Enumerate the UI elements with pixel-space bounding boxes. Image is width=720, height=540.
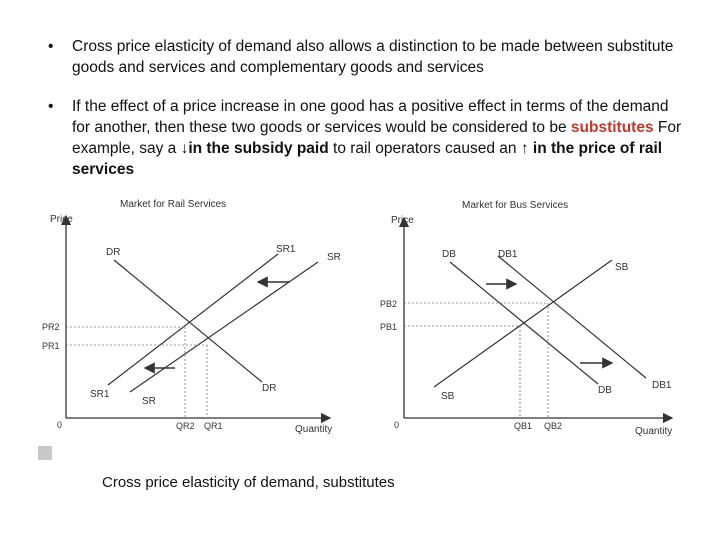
rail-demand-label-top: DR (106, 247, 121, 258)
bullet-1-text: Cross price elasticity of demand also allows a distinction to be made between substitute goods and services and complementary goods and services (72, 38, 674, 76)
bus-diagram-title: Market for Bus Services (462, 200, 569, 211)
bus-qb1-label: QB1 (514, 421, 533, 431)
bus-qb2-label: QB2 (544, 421, 563, 431)
bullet-2-part-c: to rail operators caused an (328, 140, 521, 157)
bullet-dot: • (48, 38, 54, 55)
bus-db-label-bottom: DB (598, 385, 612, 396)
rail-qr2-label: QR2 (176, 421, 195, 431)
bus-sb-label-bottom: SB (441, 391, 455, 402)
bus-sb-label-top: SB (615, 262, 629, 273)
arrow-up-icon: ↑ (520, 140, 529, 157)
bus-pb1-label: PB1 (380, 322, 398, 332)
bus-db1-label-top: DB1 (498, 249, 518, 260)
rail-qr1-label: QR1 (204, 421, 223, 431)
bus-db-label-top: DB (442, 249, 456, 260)
rail-market-diagram (42, 199, 341, 435)
rail-supply-curve-sr1 (108, 254, 278, 385)
bullet-2-part-a: If the effect of a price increase in one good has a positive effect in terms of the demand for another, then these two goods or services would be considered to be (72, 98, 669, 136)
rail-sr1-label-bottom: SR1 (90, 389, 110, 400)
bus-price-axis-label: Price (391, 215, 414, 226)
slide-marker (38, 446, 52, 460)
bullet-2-part-b: For example, say a (72, 119, 682, 157)
bus-db1-label-bottom: DB1 (652, 380, 672, 391)
figure-caption: Cross price elasticity of demand, substitutes (102, 474, 395, 491)
rail-pr1-label: PR1 (42, 341, 60, 351)
substitutes-highlight: substitutes (570, 119, 654, 136)
rail-origin-label: 0 (57, 420, 63, 430)
rail-sr-label-bottom: SR (142, 396, 156, 407)
rail-quantity-axis-label: Quantity (295, 424, 333, 435)
bus-quantity-axis-label: Quantity (635, 426, 673, 437)
arrow-down-icon: ↓ (180, 140, 189, 157)
bus-market-diagram (380, 200, 672, 437)
bus-supply-curve-sb (434, 260, 612, 387)
rail-price-axis-label: Price (50, 214, 73, 225)
rail-diagram-title: Market for Rail Services (120, 199, 227, 210)
rail-sr1-label-top: SR1 (276, 244, 296, 255)
bus-origin-label: 0 (394, 420, 400, 430)
bus-pb2-label: PB2 (380, 299, 398, 309)
bullet-dot: • (48, 98, 54, 115)
rail-pr2-label: PR2 (42, 322, 60, 332)
bullet-2-bold-1: in the subsidy paid (188, 140, 329, 157)
rail-sr-label-top: SR (327, 252, 341, 263)
bullet-2-bold-2: in the price of rail services (72, 140, 663, 178)
rail-demand-label-bottom: DR (262, 383, 277, 394)
